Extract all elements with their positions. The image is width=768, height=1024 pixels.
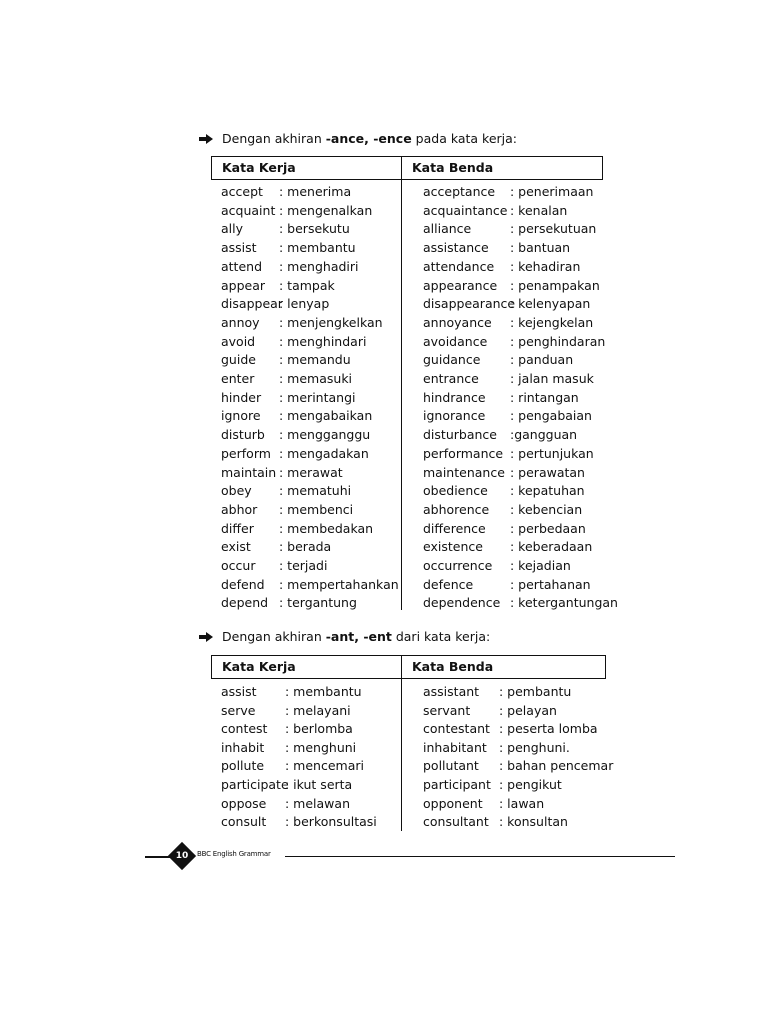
noun-meaning-cell: : kebencian [510, 501, 583, 517]
verb-meaning-cell: : ikut serta [285, 777, 353, 792]
verb-cell: participate [221, 777, 289, 792]
book-title: BBC English Grammar [197, 850, 271, 858]
verb-meaning-cell: : menerima [279, 184, 352, 199]
verb-meaning-cell: : mengadakan [279, 445, 369, 461]
noun-meaning-cell: : pertunjukan [510, 445, 594, 461]
noun-meaning-cell: : pertahanan [510, 576, 591, 592]
verb-meaning-cell: : melayani [285, 702, 351, 718]
noun-cell: acceptance [423, 184, 496, 199]
noun-cell: abhorence [423, 501, 490, 517]
noun-meaning-cell: : kejengkelan [510, 314, 594, 330]
noun-meaning-cell: : pengabaian [510, 408, 592, 424]
verb-meaning-cell: : memandu [279, 352, 351, 368]
verb-cell: consult [221, 814, 267, 830]
noun-meaning-cell: : konsultan [499, 814, 568, 830]
noun-meaning-cell: : jalan masuk [510, 371, 594, 386]
verb-meaning-cell: : lenyap [279, 296, 330, 312]
verb-meaning-cell: : menghadiri [279, 258, 359, 274]
verb-meaning-cell: : membenci [279, 501, 354, 517]
verb-cell: guide [221, 352, 256, 368]
arrow-right-icon [199, 632, 213, 642]
verb-meaning-cell: : tergantung [279, 595, 357, 611]
page-footer [145, 842, 675, 872]
verb-meaning-cell: : bersekutu [279, 221, 350, 237]
verb-meaning-cell: : menghindari [279, 333, 367, 349]
noun-cell: disturbance [423, 427, 497, 443]
section-2-heading-suffixes: -ant, -ent [325, 629, 392, 644]
noun-cell: disappearance [423, 296, 516, 312]
noun-cell: entrance [423, 371, 479, 386]
noun-cell: ignorance [423, 408, 486, 424]
verb-meaning-cell: : membantu [285, 684, 362, 699]
section-1-heading-prefix: Dengan akhiran [222, 131, 326, 146]
verb-meaning-cell: : mengabaikan [279, 408, 373, 424]
verb-meaning-cell: : berkonsultasi [285, 814, 377, 830]
noun-meaning-cell: : keberadaan [510, 539, 593, 555]
noun-meaning-cell: : pelayan [499, 702, 557, 718]
verb-meaning-cell: : terjadi [279, 558, 328, 573]
noun-cell: hindrance [423, 389, 486, 405]
noun-cell: attendance [423, 258, 495, 274]
verb-cell: perform [221, 445, 271, 461]
verb-cell: acquaint [221, 202, 276, 218]
noun-meaning-cell: : penghuni. [499, 739, 570, 755]
noun-cell: assistance [423, 240, 489, 256]
table-1-divider [401, 180, 402, 610]
noun-meaning-cell: : kelenyapan [510, 296, 591, 312]
section-1-heading [199, 131, 517, 146]
verb-cell: appear [221, 277, 266, 293]
verb-cell: contest [221, 721, 268, 737]
noun-cell: alliance [423, 221, 472, 237]
noun-meaning-cell: : panduan [510, 352, 574, 368]
noun-meaning-cell: : penampakan [510, 277, 600, 293]
noun-cell: avoidance [423, 333, 488, 349]
noun-cell: performance [423, 445, 504, 461]
verb-meaning-cell: : mempertahankan [279, 576, 399, 592]
footer-rule-right [285, 856, 675, 857]
noun-cell: annoyance [423, 314, 492, 330]
verb-cell: exist [221, 539, 251, 555]
noun-cell: obedience [423, 483, 488, 499]
verb-meaning-cell: : mengganggu [279, 427, 371, 443]
verb-meaning-cell: : merintangi [279, 389, 356, 405]
noun-cell: opponent [423, 795, 483, 811]
noun-meaning-cell: :gangguan [510, 427, 578, 443]
verb-cell: annoy [221, 314, 260, 330]
verb-cell: depend [221, 595, 269, 611]
verb-cell: disturb [221, 427, 265, 443]
verb-cell: oppose [221, 795, 267, 811]
noun-cell: difference [423, 520, 486, 536]
verb-meaning-cell: : membedakan [279, 520, 374, 536]
verb-cell: inhabit [221, 739, 265, 755]
noun-meaning-cell: : pembantu [499, 684, 572, 699]
verb-meaning-cell: : mengenalkan [279, 202, 373, 218]
verb-meaning-cell: : menghuni [285, 739, 357, 755]
noun-cell: appearance [423, 277, 498, 293]
verb-cell: assist [221, 240, 257, 256]
table-2-header-noun: Kata Benda [412, 659, 494, 674]
verb-meaning-cell: : mematuhi [279, 483, 352, 499]
verb-meaning-cell: : menjengkelkan [279, 314, 383, 330]
verb-cell: abhor [221, 501, 258, 517]
noun-cell: assistant [423, 684, 480, 699]
verb-meaning-cell: : berlomba [285, 721, 353, 737]
verb-cell: ignore [221, 408, 261, 424]
noun-cell: consultant [423, 814, 489, 830]
noun-cell: guidance [423, 352, 481, 368]
verb-cell: disappear [221, 296, 283, 312]
verb-meaning-cell: : berada [279, 539, 332, 555]
verb-cell: serve [221, 702, 256, 718]
verb-cell: hinder [221, 389, 262, 405]
table-2-header-verb: Kata Kerja [212, 656, 402, 678]
table-2-header [211, 655, 606, 679]
verb-cell: enter [221, 371, 255, 386]
noun-cell: servant [423, 702, 471, 718]
noun-meaning-cell: : penghindaran [510, 333, 606, 349]
verb-cell: ally [221, 221, 244, 237]
verb-meaning-cell: : mencemari [285, 758, 364, 774]
noun-meaning-cell: : pengikut [499, 777, 562, 792]
table-1-header-noun: Kata Benda [412, 160, 494, 175]
noun-meaning-cell: : kejadian [510, 558, 571, 573]
verb-meaning-cell: : melawan [285, 795, 350, 811]
noun-meaning-cell: : kehadiran [510, 258, 581, 274]
noun-cell: existence [423, 539, 483, 555]
noun-cell: contestant [423, 721, 490, 737]
verb-cell: differ [221, 520, 254, 536]
noun-cell: pollutant [423, 758, 479, 774]
table-1-header-verb: Kata Kerja [212, 157, 402, 179]
verb-cell: obey [221, 483, 252, 499]
arrow-right-icon [199, 134, 213, 144]
verb-cell: pollute [221, 758, 265, 774]
verb-meaning-cell: : memasuki [279, 371, 353, 386]
verb-cell: avoid [221, 333, 256, 349]
noun-meaning-cell: : lawan [499, 795, 545, 811]
noun-meaning-cell: : penerimaan [510, 184, 594, 199]
noun-cell: inhabitant [423, 739, 487, 755]
noun-meaning-cell: : kepatuhan [510, 483, 585, 499]
verb-cell: attend [221, 258, 263, 274]
noun-meaning-cell: : bantuan [510, 240, 571, 256]
noun-meaning-cell: : rintangan [510, 389, 579, 405]
verb-cell: defend [221, 576, 265, 592]
table-2-divider [401, 679, 402, 831]
verb-cell: accept [221, 184, 263, 199]
verb-cell: assist [221, 684, 257, 699]
noun-meaning-cell: : bahan pencemar [499, 758, 614, 774]
verb-cell: maintain [221, 464, 277, 480]
noun-cell: occurrence [423, 558, 493, 573]
noun-cell: maintenance [423, 464, 505, 480]
noun-meaning-cell: : peserta lomba [499, 721, 598, 737]
noun-cell: acquaintance [423, 202, 508, 218]
noun-cell: defence [423, 576, 474, 592]
section-2-heading [199, 629, 490, 644]
verb-meaning-cell: : tampak [279, 277, 335, 293]
table-1-header [211, 156, 603, 180]
noun-cell: participant [423, 777, 491, 792]
verb-cell: occur [221, 558, 256, 573]
noun-meaning-cell: : perbedaan [510, 520, 586, 536]
noun-meaning-cell: : ketergantungan [510, 595, 618, 611]
noun-meaning-cell: : kenalan [510, 202, 568, 218]
noun-cell: dependence [423, 595, 501, 611]
noun-meaning-cell: : perawatan [510, 464, 585, 480]
page-number: 10 [175, 851, 189, 861]
verb-meaning-cell: : membantu [279, 240, 356, 256]
section-1-heading-suffix: pada kata kerja: [411, 131, 518, 146]
section-2-heading-suffix: dari kata kerja: [391, 629, 491, 644]
section-1-heading-suffixes: -ance, -ence [325, 131, 412, 146]
noun-meaning-cell: : persekutuan [510, 221, 597, 237]
section-2-heading-prefix: Dengan akhiran [222, 629, 326, 644]
verb-meaning-cell: : merawat [279, 464, 343, 480]
